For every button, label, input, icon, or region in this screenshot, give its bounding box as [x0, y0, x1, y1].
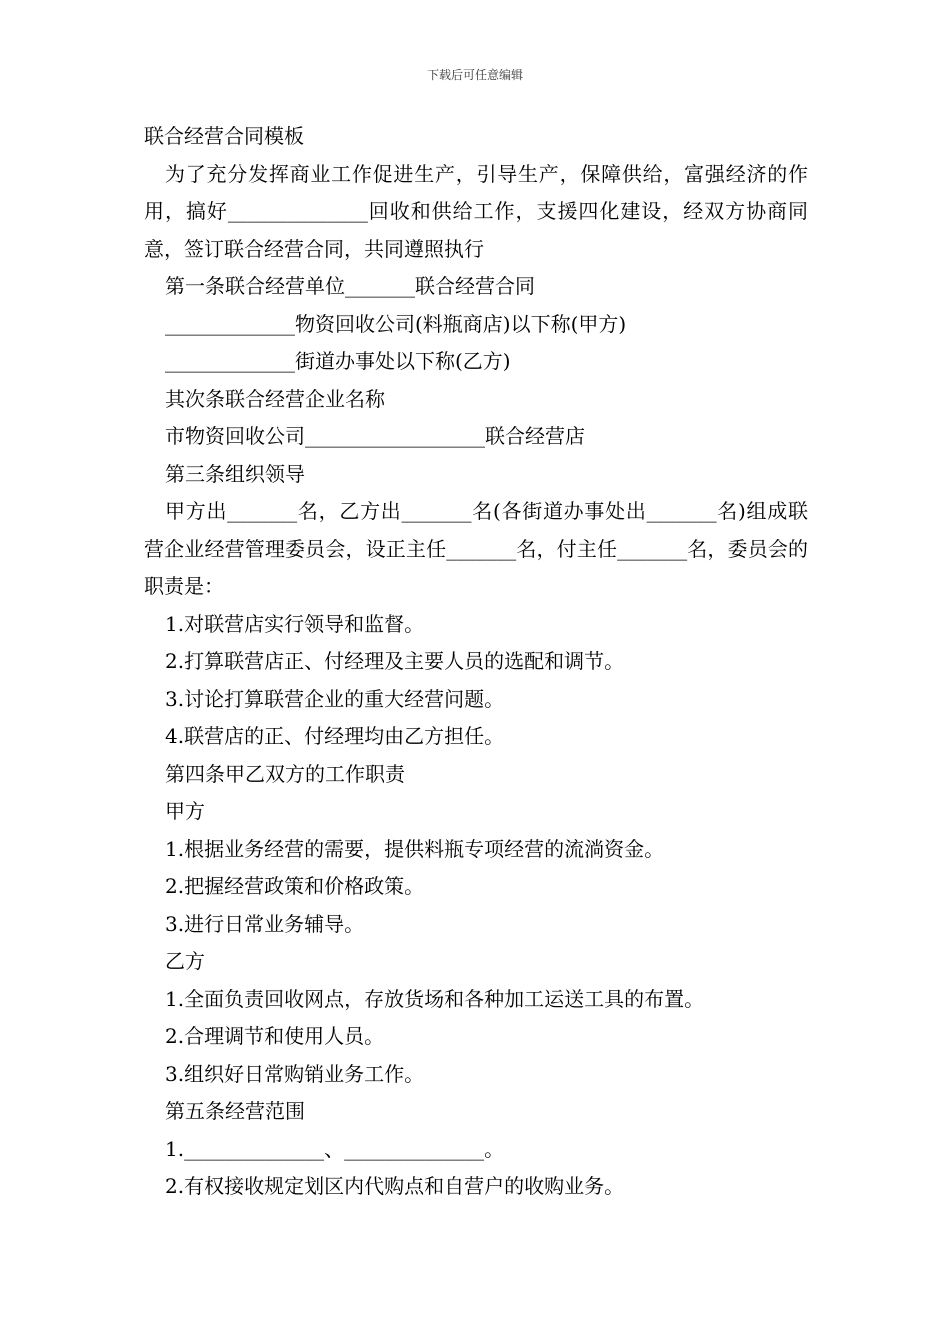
list-item: 2.有权接收规定划区内代购点和自营户的收购业务。 — [165, 1174, 625, 1198]
list-item: 1.对联营店实行领导和监督。 — [165, 611, 425, 636]
party-b-line: _____________街道办事处以下称(乙方) — [165, 349, 511, 373]
list-item: 3.进行日常业务辅导。 — [165, 911, 365, 936]
list-item: 2.打算联营店正、付经理及主要人员的选配和调节。 — [165, 649, 625, 673]
list-item: 1.全面负责回收网点，存放货场和各种加工运送工具的布置。 — [165, 986, 705, 1011]
article-5: 第五条经营范围 — [165, 1099, 305, 1123]
enterprise-name-line: 市物资回收公司__________________联合经营店 — [165, 424, 585, 448]
page-header: 下载后可任意编辑 — [426, 68, 523, 82]
paragraph-committee: 甲方出_______名，乙方出_______名(各街道办事处出_______名)组成联营企业经营管理委员会，设正主任_______名，付主任_______名，委员会的职责是： — [144, 499, 808, 598]
list-item: 3.组织好日常购销业务工作。 — [165, 1061, 425, 1086]
list-item: 4.联营店的正、付经理均由乙方担任。 — [165, 724, 505, 748]
list-item: 3.讨论打算联营企业的重大经营问题。 — [165, 686, 505, 711]
list-item: 2.把握经营政策和价格政策。 — [165, 874, 425, 898]
party-b-heading: 乙方 — [165, 949, 205, 973]
list-item: 1.______________、______________。 — [165, 1136, 505, 1161]
paragraph-preamble: 为了充分发挥商业工作促进生产，引导生产，保障供给，富强经济的作用，搞好______________回收和供给工作，支援四化建设，经双方协商同意，签订联合经营合同，共同遵照执行 — [144, 161, 808, 261]
list-item: 2.合理调节和使用人员。 — [165, 1024, 385, 1048]
article-3: 第三条组织领导 — [165, 461, 305, 486]
document-title: 联合经营合同模板 — [144, 124, 304, 148]
article-2: 其次条联合经营企业名称 — [165, 386, 385, 411]
party-a-heading: 甲方 — [165, 799, 205, 823]
article-1: 第一条联合经营单位_______联合经营合同 — [165, 274, 535, 298]
document-body — [144, 118, 808, 1206]
article-4: 第四条甲乙双方的工作职责 — [165, 761, 405, 786]
list-item: 1.根据业务经营的需要，提供料瓶专项经营的流淌资金。 — [165, 836, 665, 861]
party-a-line: _____________物资回收公司(料瓶商店)以下称(甲方) — [165, 311, 627, 336]
